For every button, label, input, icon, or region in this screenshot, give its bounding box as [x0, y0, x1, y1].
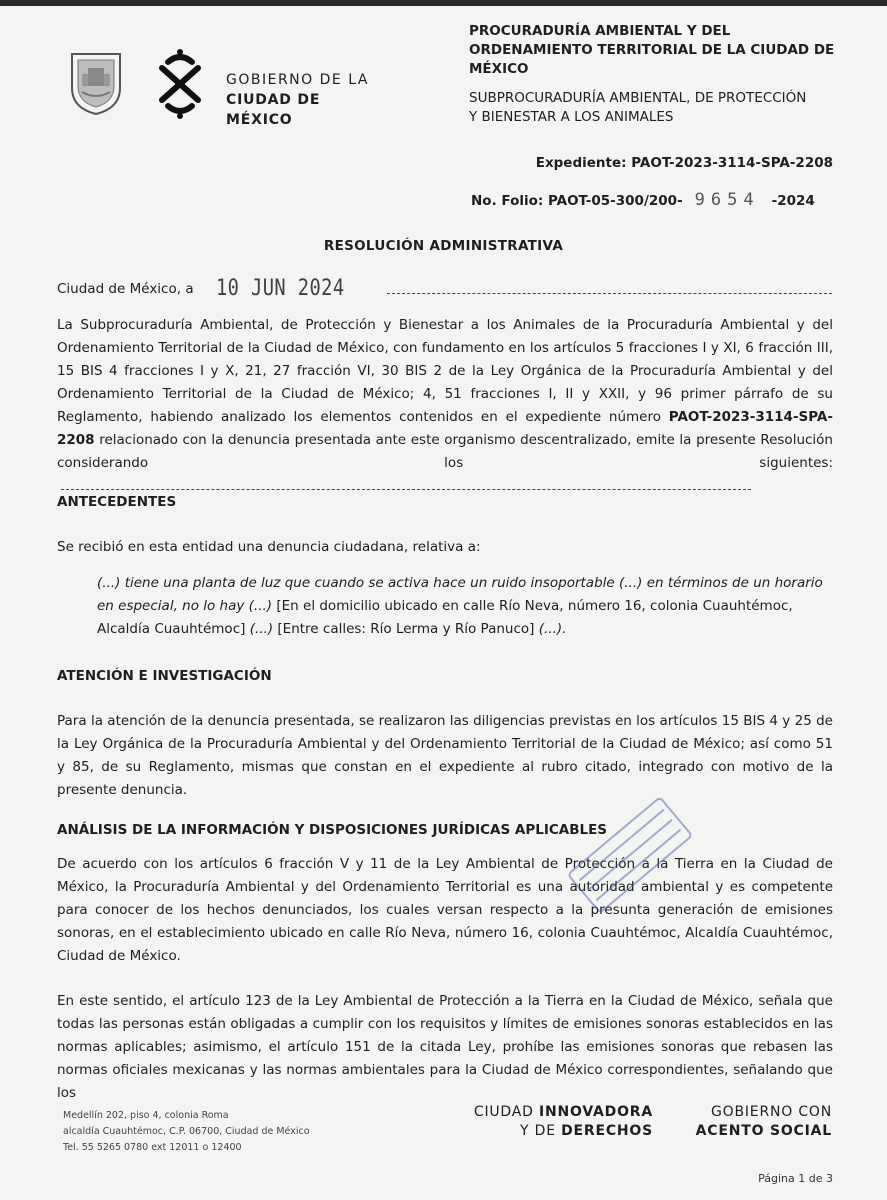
quote-text-e: (...).: [538, 621, 567, 637]
analisis-paragraph-2: En este sentido, el artículo 123 de la Ley Ambiental de Protección a la Tierra en la Ciudad de México, señala que todas las personas están obligadas a cumplir con los requisitos y límites de emisiones sonoras establecidos en las normas aplicables; asimismo, el artículo 151 de la citada Ley, prohíbe las emisiones sonoras que rebasen las normas oficiales mexicanas y las normas ambientales para la Ciudad de México correspondientes, señalando que los: [57, 993, 833, 1101]
antecedentes-heading: ANTECEDENTES: [57, 494, 177, 510]
intro-text-b: relacionado con la denuncia presentada ante este organismo descentralizado, emite la presente Resolución considerando los siguientes:: [57, 432, 833, 471]
atencion-paragraph: Para la atención de la denuncia presentada, se realizaron las diligencias previstas en los artículos 15 BIS 4 y 25 de la Ley Orgánica de la Procuraduría Ambiental y del Ordenamiento Territorial de la Ciudad de México; así como 51 y 85, de su Reglamento, mismas que constan en el expediente al rubro citado, integrado con motivo de la presente denuncia.: [57, 713, 833, 798]
intro-paragraph: [57, 314, 833, 498]
subagency-line-1: SUBPROCURADURÍA AMBIENTAL, DE PROTECCIÓN: [469, 90, 807, 106]
slogan-text: GOBIERNO CON: [711, 1104, 832, 1120]
date-line: [57, 276, 832, 301]
footer-slogan-city: [470, 1103, 653, 1141]
date-stamp: 10 JUN 2024: [215, 276, 345, 301]
official-seal-icon: [555, 780, 705, 930]
analisis-paragraph-1: De acuerdo con los artículos 6 fracción V y 11 de la Ley Ambiental de Protección a la Tierra en la Ciudad de México, la Procuraduría Ambiental y del Ordenamiento Territorial es una autoridad ambiental y es competente para conocer de los hechos denunciados, los cuales versan respecto a la presunta generación de emisiones sonoras, en el establecimiento ubicado en calle Río Neva, número 16, colonia Cuauhtémoc, Alcaldía Cuauhtémoc, Ciudad de México.: [57, 856, 833, 964]
footer-address: [63, 1108, 310, 1156]
quote-text-a: (...) tiene una planta de luz que cuando se activa hace un ruido insoportable (...) en términos de un horario en especial, no lo hay (...): [97, 575, 823, 614]
dash-filler: [61, 481, 751, 490]
slogan-text: Y DE: [520, 1123, 562, 1139]
slogan-emphasis: DERECHOS: [561, 1123, 653, 1139]
government-name-line-1: GOBIERNO DE LA: [226, 72, 369, 88]
government-logo: [66, 48, 386, 128]
complaint-quote: [97, 572, 833, 641]
analisis-heading: ANÁLISIS DE LA INFORMACIÓN Y DISPOSICIONES JURÍDICAS APLICABLES: [57, 822, 608, 838]
coat-of-arms-icon: [66, 48, 126, 118]
folio-prefix: No. Folio: PAOT-05-300/200-: [471, 193, 683, 209]
agency-name-line-1: PROCURADURÍA AMBIENTAL Y DEL: [469, 23, 731, 39]
page-number: Página 1 de 3: [758, 1172, 833, 1185]
government-name: [226, 70, 386, 130]
quote-text-c: (...): [249, 621, 274, 637]
footer-address-line-1: Medellín 202, piso 4, colonia Roma: [63, 1110, 229, 1121]
footer-slogan-government: [690, 1103, 832, 1141]
folio-suffix: -2024: [771, 193, 815, 209]
intro-file-number: PAOT-2023-3114-SPA-2208: [57, 409, 833, 448]
intro-text-a: La Subprocuraduría Ambiental, de Protección y Bienestar a los Animales de la Procuraduría Ambiental y del Ordenamiento Territorial de la Ciudad de México, con fundamento en los artículos 5 fracciones I y XI, 6 fracción III, 15 BIS 4 fracciones I y X, 21, 27 fracción VI, 30 BIS 2 de la Ley Orgánica de la Procuraduría Ambiental y del Ordenamiento Territorial de la Ciudad de México; 4, 51 fracciones I, II y XXII, y 96 primer párrafo de su Reglamento, habiendo analizado los elementos contenidos en el expediente número: [57, 317, 833, 425]
quote-text-d: [Entre calles: Río Lerma y Río Panuco]: [273, 621, 539, 637]
agency-name-line-2: ORDENAMIENTO TERRITORIAL DE LA CIUDAD DE: [469, 42, 835, 58]
antecedentes-lead: Se recibió en esta entidad una denuncia ciudadana, relativa a:: [57, 539, 481, 555]
slogan-emphasis: INNOVADORA: [538, 1104, 653, 1120]
document-title: RESOLUCIÓN ADMINISTRATIVA: [323, 238, 564, 254]
cdmx-logo-icon: [148, 48, 212, 120]
date-prefix: Ciudad de México, a: [57, 280, 194, 297]
quote-text-b: [En el domicilio ubicado en calle Río Neva, número 16, colonia Cuauhtémoc, Alcaldía Cuauhtémoc]: [97, 598, 793, 637]
slogan-text: CIUDAD: [473, 1104, 539, 1120]
folio-stamp: 9654: [694, 190, 760, 210]
atencion-heading: ATENCIÓN E INVESTIGACIÓN: [57, 668, 272, 684]
agency-header: [469, 22, 869, 127]
government-name-line-2: CIUDAD DE MÉXICO: [226, 92, 321, 128]
slogan-emphasis: ACENTO SOCIAL: [695, 1123, 832, 1139]
agency-name-line-3: MÉXICO: [469, 61, 529, 77]
folio-number: [471, 190, 815, 210]
dash-filler: [387, 283, 832, 294]
footer-address-line-2: alcaldía Cuauhtémoc, C.P. 06700, Ciudad de México: [63, 1126, 310, 1137]
footer-phone: Tel. 55 5265 0780 ext 12011 o 12400: [63, 1142, 242, 1153]
file-number: Expediente: PAOT-2023-3114-SPA-2208: [535, 155, 833, 171]
scan-edge: [0, 0, 887, 6]
subagency-line-2: Y BIENESTAR A LOS ANIMALES: [469, 109, 674, 125]
